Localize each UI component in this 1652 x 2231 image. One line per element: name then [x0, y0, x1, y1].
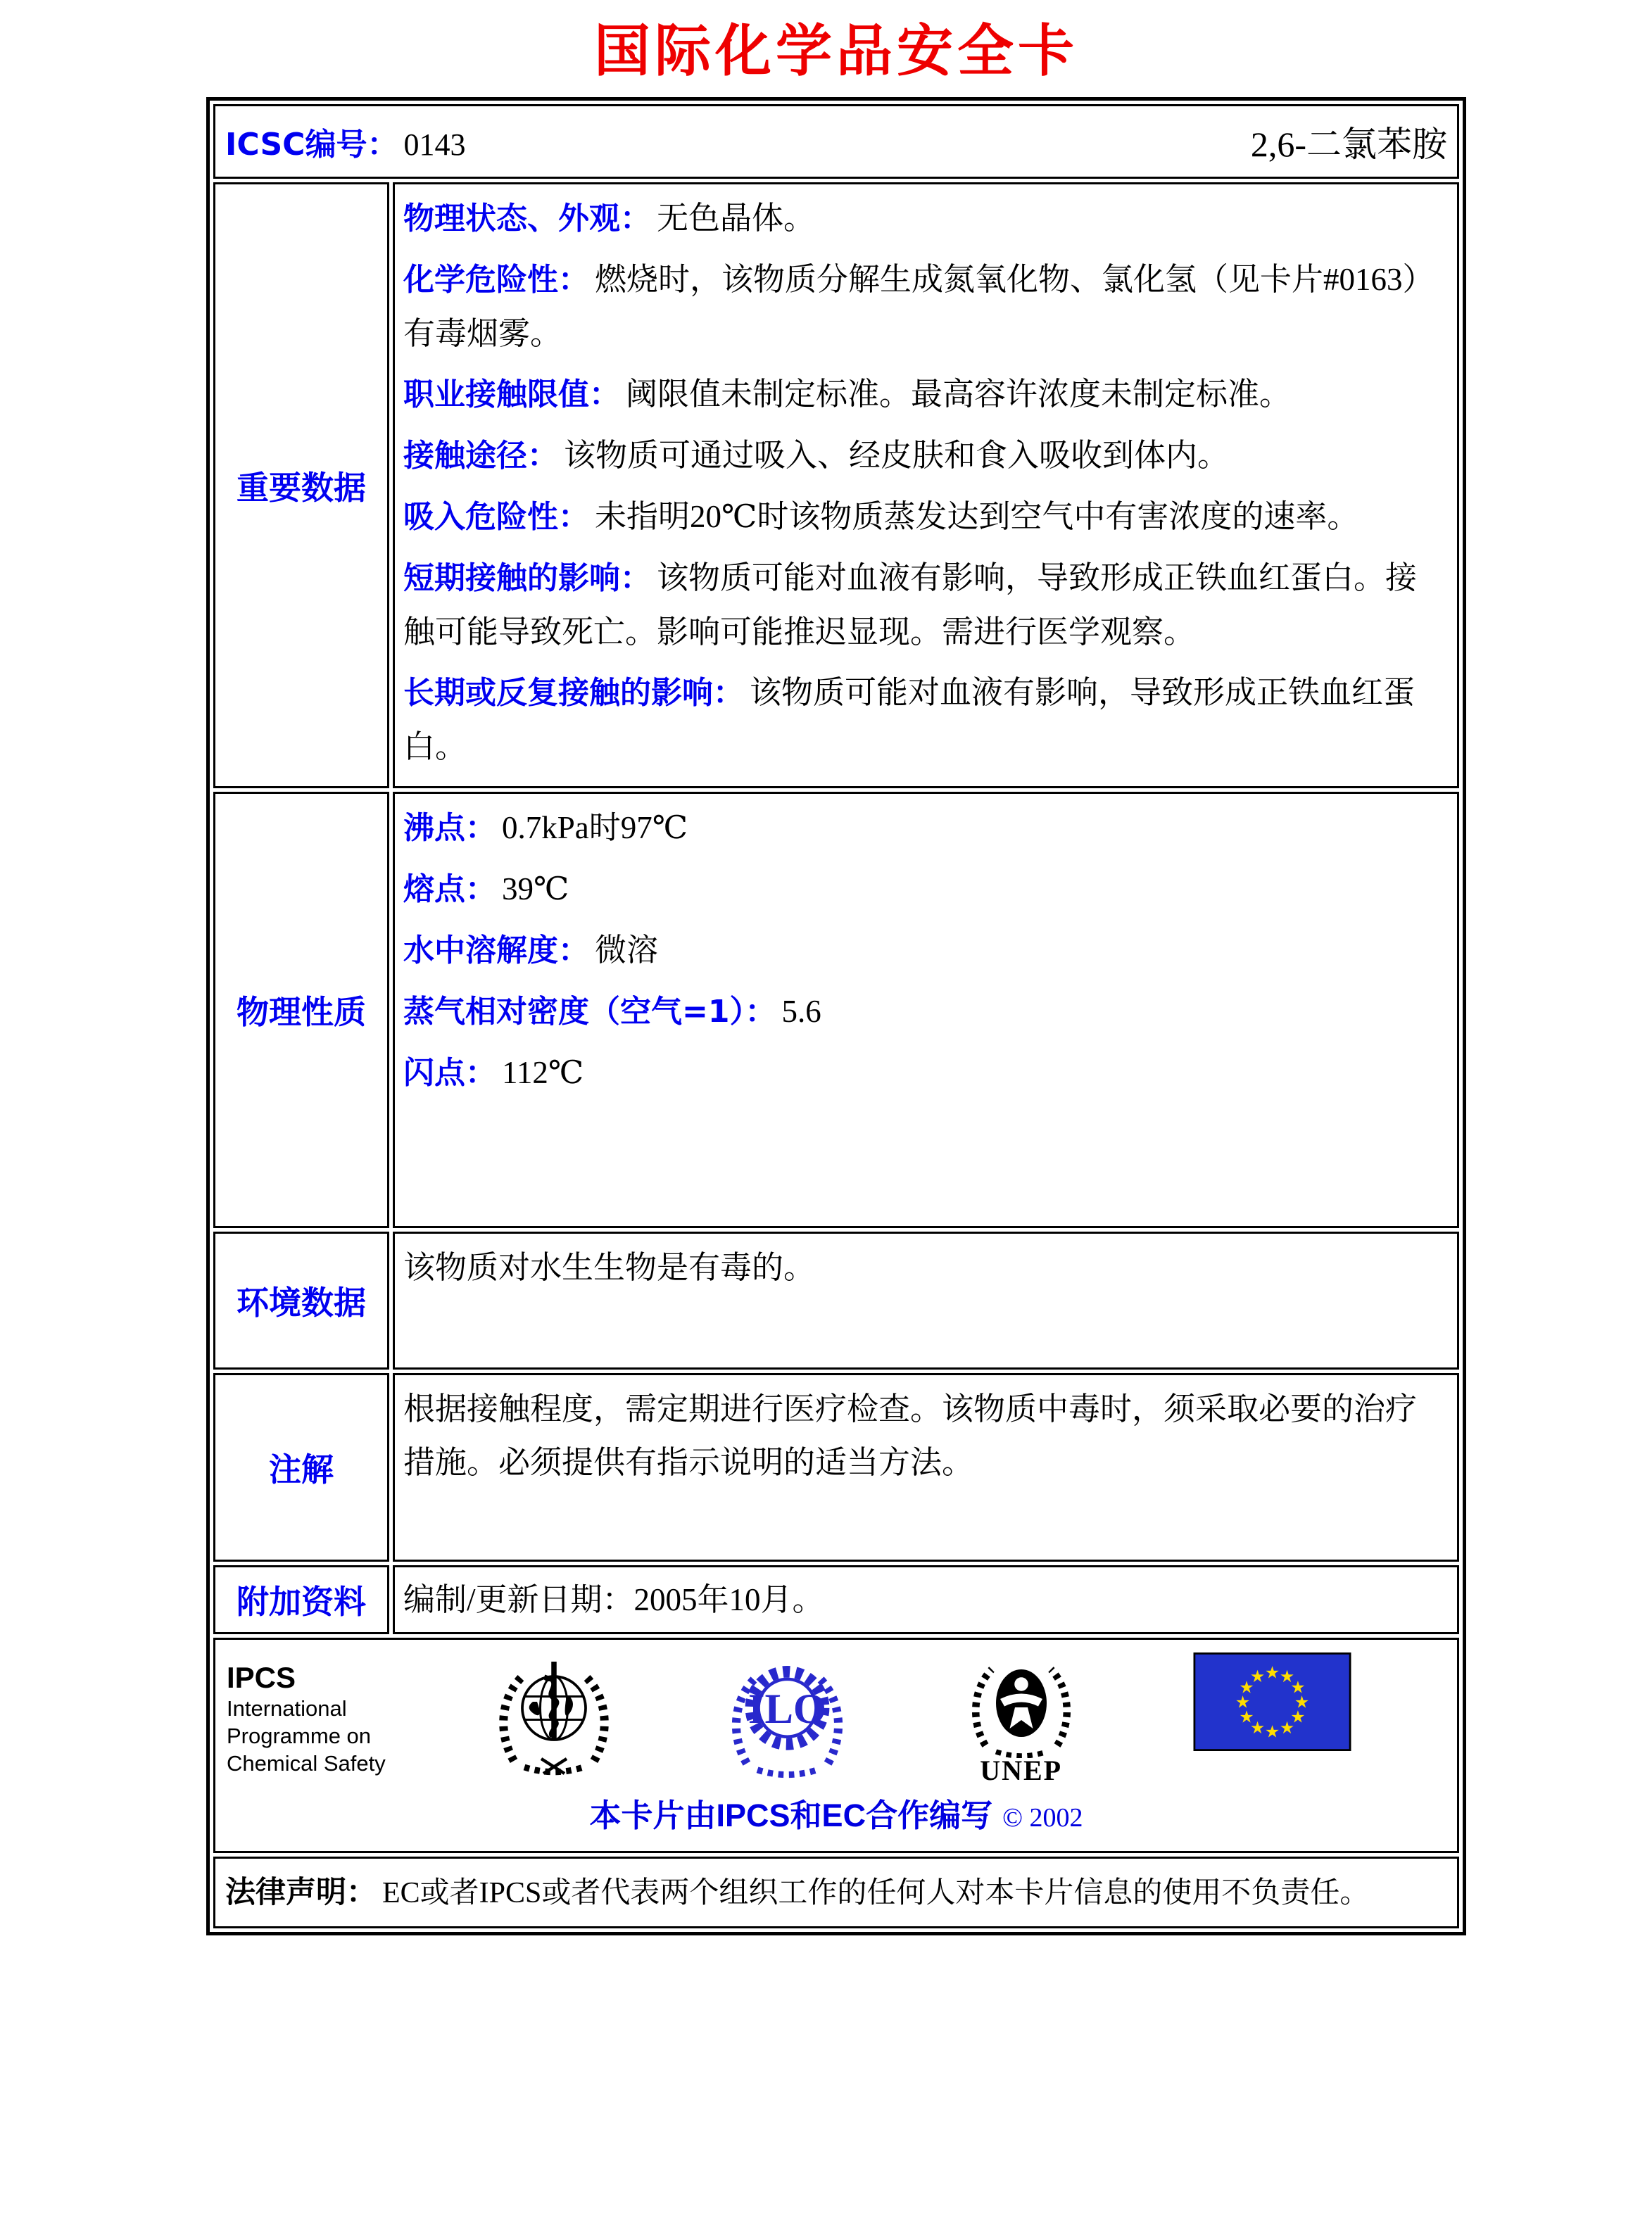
entry: 长期或反复接触的影响： 该物质可能对血液有影响，导致形成正铁血红蛋白。 — [403, 675, 1415, 764]
header-cell — [213, 104, 1459, 179]
eu-star: ★ — [1239, 1677, 1254, 1698]
section-label-additional-info: 附加资料 — [213, 1565, 389, 1634]
logos-cell — [213, 1638, 1459, 1853]
entry: 吸入危险性： 未指明20℃时该物质蒸发达到空气中有害浓度的速率。 — [403, 499, 1359, 535]
ipcs-line: Chemical Safety — [227, 1751, 386, 1776]
legal-text: EC或者IPCS或者代表两个组织工作的任何人对本卡片信息的使用不负责任。 — [382, 1876, 1370, 1909]
unep-wordmark: UNEP — [980, 1755, 1063, 1786]
entry: 物理状态、外观： 无色晶体。 — [403, 201, 816, 236]
page-title: 国际化学品安全卡 — [594, 21, 1078, 83]
eu-star: ★ — [1264, 1721, 1280, 1742]
eu-star: ★ — [1249, 1667, 1266, 1686]
entry: 短期接触的影响： 该物质可能对血液有影响，导致形成正铁血红蛋白。接触可能导致死亡。影响可能推迟显现。需进行医学观察。 — [403, 560, 1418, 650]
legal-row — [213, 1857, 1459, 1928]
entry: 职业接触限值： 阈限值未制定标准。最高容许浓度未制定标准。 — [403, 377, 1292, 412]
entry: 沸点： 0.7kPa时97℃ — [403, 810, 688, 846]
entry: 根据接触程度，需定期进行医疗检查。该物质中毒时，须采取必要的治疗措施。必须提供有指示说明的适当方法。 — [403, 1391, 1418, 1480]
icsc-number — [225, 119, 465, 164]
eu-star: ★ — [1264, 1662, 1280, 1683]
icsc-card-table — [206, 97, 1466, 1935]
entry: 水中溶解度： 微溶 — [403, 933, 659, 968]
section-label-environmental-data: 环境数据 — [213, 1232, 389, 1370]
ipcs-acronym: IPCS — [227, 1661, 296, 1694]
section-row-environmental-data — [213, 1232, 1459, 1370]
entry: 蒸气相对密度（空气=1）： 5.6 — [403, 994, 821, 1030]
entry: 熔点： 39℃ — [403, 871, 569, 907]
ilo-letters: ILO — [748, 1686, 827, 1733]
substance-name: 2,6-二氯苯胺 — [1250, 125, 1447, 164]
section-row-important-data — [213, 182, 1459, 788]
copyright-text: © 2002 — [1002, 1803, 1083, 1833]
section-content-notes — [393, 1373, 1459, 1562]
header-row — [213, 104, 1459, 179]
section-row-physical-properties — [213, 792, 1459, 1228]
section-content-environmental-data — [393, 1232, 1459, 1370]
entry: 化学危险性： 燃烧时，该物质分解生成氮氧化物、氯化氢（见卡片#0163）有毒烟雾。 — [403, 262, 1435, 351]
ipcs-line: Programme on — [227, 1724, 372, 1748]
section-row-additional-info — [213, 1565, 1459, 1634]
ipcs-line: International — [227, 1696, 347, 1721]
section-label-physical-properties: 物理性质 — [213, 792, 389, 1228]
entry: 该物质对水生生物是有毒的。 — [403, 1250, 816, 1285]
entry: 接触途径： 该物质可通过吸入、经皮肤和食入吸收到体内。 — [403, 438, 1230, 474]
legal-cell — [213, 1857, 1459, 1928]
eu-star: ★ — [1235, 1692, 1251, 1712]
eu-star: ★ — [1279, 1717, 1295, 1738]
section-content-additional-info — [393, 1565, 1459, 1634]
caption-text: 本卡片由IPCS和EC合作编写 — [589, 1797, 993, 1833]
section-label-important-data: 重要数据 — [213, 182, 389, 788]
eu-star: ★ — [1290, 1677, 1306, 1698]
eu-star: ★ — [1249, 1717, 1266, 1738]
section-content-physical-properties — [393, 792, 1459, 1228]
entry: 闪点： 112℃ — [403, 1055, 584, 1091]
ipcs-text-block — [227, 1652, 386, 1777]
eu-star: ★ — [1290, 1707, 1306, 1727]
section-label-notes: 注解 — [213, 1373, 389, 1562]
eu-flag-icon — [1190, 1652, 1355, 1751]
section-row-notes — [213, 1373, 1459, 1562]
logos-row — [213, 1638, 1459, 1853]
cooperation-caption — [215, 1790, 1457, 1835]
who-logo-icon — [491, 1652, 617, 1783]
unep-logo-icon — [958, 1652, 1085, 1787]
icsc-number-value: 0143 — [403, 127, 466, 162]
section-content-important-data — [393, 182, 1459, 788]
legal-label: 法律声明： — [225, 1874, 377, 1910]
icsc-number-label: ICSC编号： — [225, 127, 398, 163]
entry: 编制/更新日期：2005年10月。 — [403, 1582, 824, 1617]
ilo-logo-icon — [722, 1652, 852, 1783]
eu-star: ★ — [1239, 1707, 1254, 1727]
eu-star: ★ — [1279, 1667, 1295, 1686]
eu-star: ★ — [1294, 1692, 1310, 1712]
